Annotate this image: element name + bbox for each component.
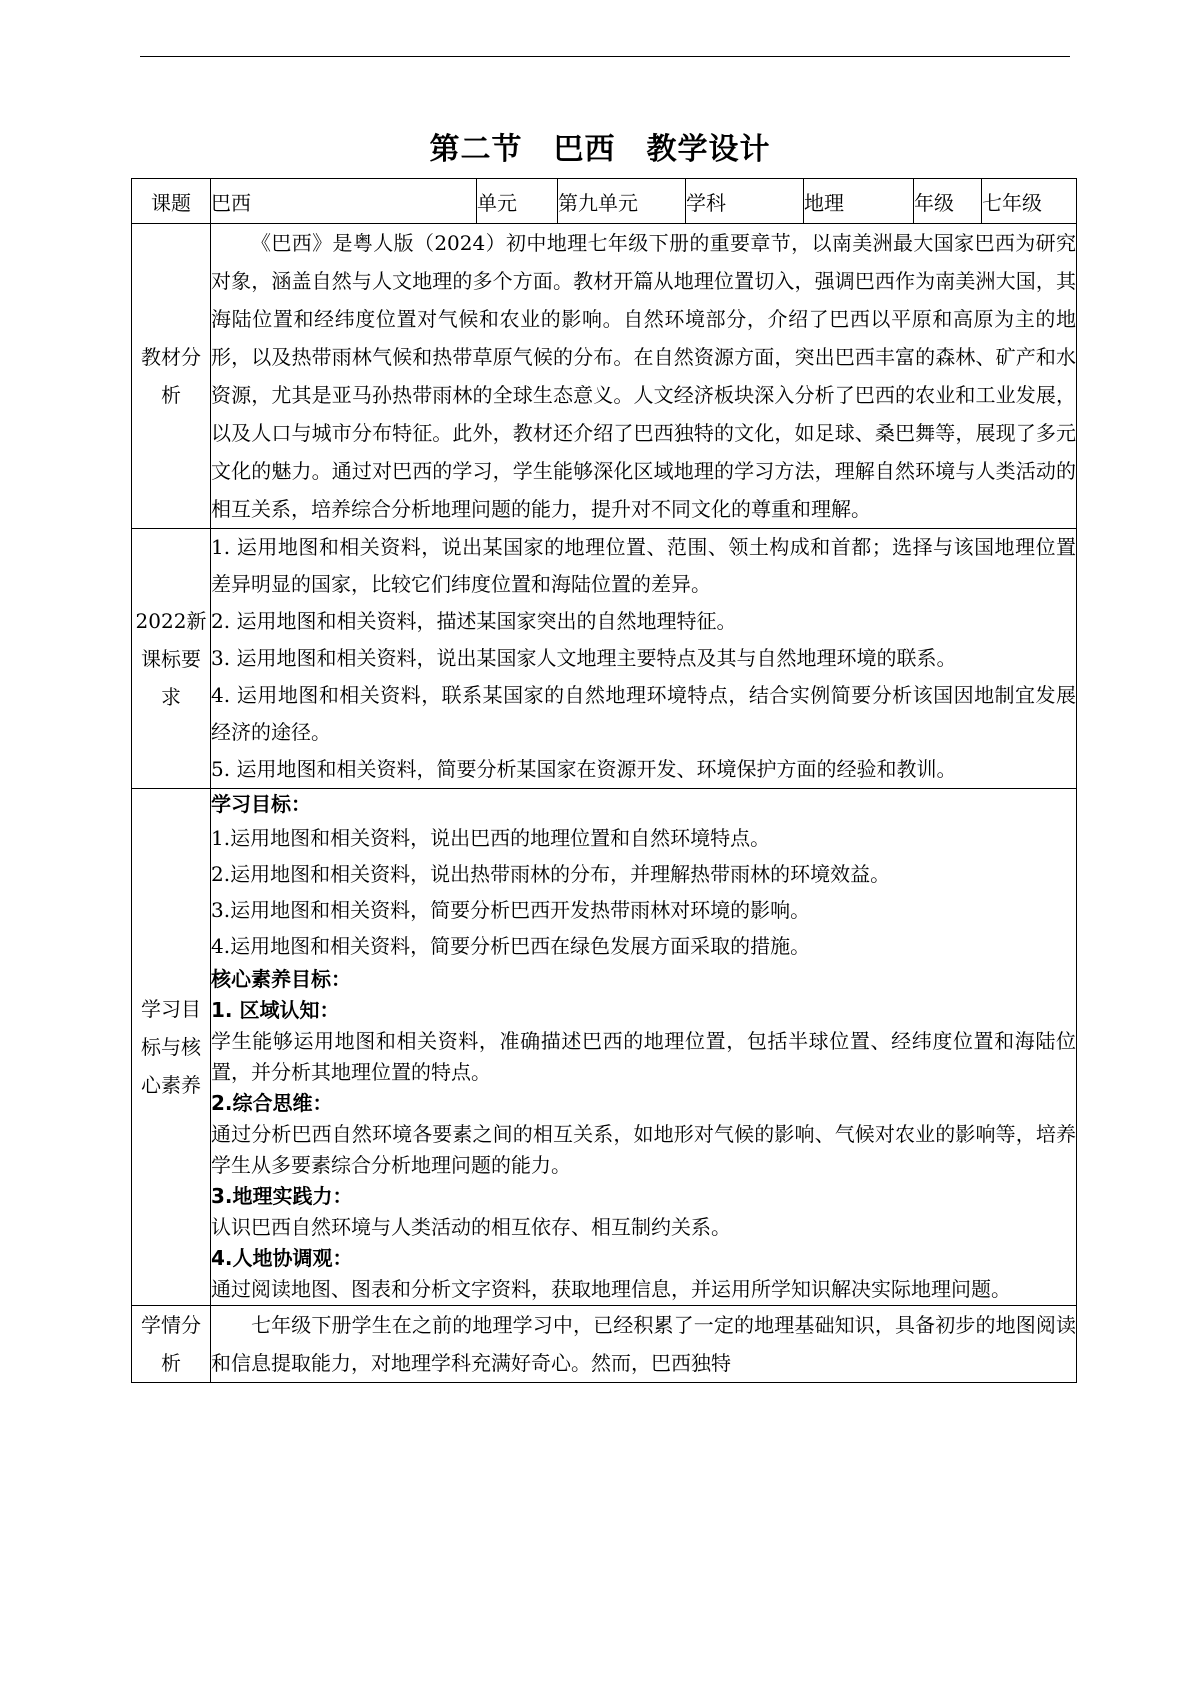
learning-goal-item: 2.运用地图和相关资料，说出热带雨林的分布，并理解热带雨林的环境效益。 — [211, 862, 891, 886]
situation-text: 七年级下册学生在之前的地理学习中，已经积累了一定的地理基础知识，具备初步的地图阅读和信息提取能力，对地理学科充满好奇心。然而，巴西独特 — [211, 1313, 1076, 1375]
situation-content — [211, 1306, 1077, 1383]
textbook-analysis-text: 《巴西》是粤人版（2024）初中地理七年级下册的重要章节，以南美洲最大国家巴西为研究对象，涵盖自然与人文地理的多个方面。教材开篇从地理位置切入，强调巴西作为南美洲大国，其海陆位置和经纬度位置对气候和农业的影响。自然环境部分，介绍了巴西以平原和高原为主的地形，以及热带雨林气候和热带草原气候的分布。在自然资源方面，突出巴西丰富的森林、矿产和水资源，尤其是亚马孙热带雨林的全球生态意义。人文经济板块深入分析了巴西的农业和工业发展，以及人口与城市分布特征。此外，教材还介绍了巴西独特的文化，如足球、桑巴舞等，展现了多元文化的魅力。通过对巴西的学习，学生能够深化区域地理的学习方法，理解自然环境与人类活动的相互关系，培养综合分析地理问题的能力，提升对不同文化的尊重和理解。 — [211, 231, 1076, 521]
goals-content — [211, 789, 1077, 1306]
core-goals-heading: 核心素养目标： — [211, 967, 351, 991]
core-item-heading: 1. 区域认知： — [211, 998, 340, 1022]
standard-item: 3. 运用地图和相关资料，说出某国家人文地理主要特点及其与自然地理环境的联系。 — [211, 646, 957, 670]
core-item-text: 认识巴西自然环境与人类活动的相互依存、相互制约关系。 — [211, 1215, 731, 1239]
standard-item: 4. 运用地图和相关资料，联系某国家的自然地理环境特点，结合实例简要分析该国因地制宜发展经济的途径。 — [211, 683, 1076, 744]
topic-value: 巴西 — [211, 179, 477, 224]
goals-label: 学习目标与核心素养 — [132, 789, 211, 1306]
goals-row — [132, 789, 1077, 1306]
core-item-heading: 3.地理实践力： — [211, 1184, 353, 1208]
unit-label: 单元 — [477, 179, 558, 224]
standard-item: 2. 运用地图和相关资料，描述某国家突出的自然地理特征。 — [211, 609, 737, 633]
core-item-heading: 2.综合思维： — [211, 1091, 333, 1115]
subject-label: 学科 — [686, 179, 804, 224]
grade-value: 七年级 — [982, 179, 1077, 224]
standards-label: 2022新课标要求 — [132, 529, 211, 789]
header-rule — [140, 56, 1070, 57]
standards-row — [132, 529, 1077, 789]
textbook-analysis-label: 教材分析 — [132, 224, 211, 529]
header-row — [132, 179, 1077, 224]
learning-goal-item: 4.运用地图和相关资料，简要分析巴西在绿色发展方面采取的措施。 — [211, 934, 811, 958]
standards-content — [211, 529, 1077, 789]
core-item-text: 学生能够运用地图和相关资料，准确描述巴西的地理位置，包括半球位置、经纬度位置和海陆位置，并分析其地理位置的特点。 — [211, 1029, 1076, 1084]
learning-goal-item: 3.运用地图和相关资料，简要分析巴西开发热带雨林对环境的影响。 — [211, 898, 811, 922]
standard-item: 5. 运用地图和相关资料，简要分析某国家在资源开发、环境保护方面的经验和教训。 — [211, 757, 957, 781]
textbook-analysis-content — [211, 224, 1077, 529]
learning-goals-heading: 学习目标： — [211, 792, 311, 816]
textbook-analysis-row — [132, 224, 1077, 529]
situation-row — [132, 1306, 1077, 1383]
standard-item: 1. 运用地图和相关资料，说出某国家的地理位置、范围、领土构成和首都；选择与该国地理位置差异明显的国家，比较它们纬度位置和海陆位置的差异。 — [211, 535, 1076, 596]
core-item-heading: 4.人地协调观： — [211, 1246, 353, 1270]
situation-label: 学情分析 — [132, 1306, 211, 1383]
core-item-text: 通过分析巴西自然环境各要素之间的相互关系，如地形对气候的影响、气候对农业的影响等，培养学生从多要素综合分析地理问题的能力。 — [211, 1122, 1076, 1177]
core-item-text: 通过阅读地图、图表和分析文字资料，获取地理信息，并运用所学知识解决实际地理问题。 — [211, 1277, 1011, 1301]
grade-label: 年级 — [914, 179, 982, 224]
unit-value: 第九单元 — [558, 179, 686, 224]
lesson-plan-table — [131, 178, 1077, 1383]
subject-value: 地理 — [804, 179, 914, 224]
document-title: 第二节 巴西 教学设计 — [429, 132, 771, 167]
topic-label: 课题 — [132, 179, 211, 224]
learning-goal-item: 1.运用地图和相关资料，说出巴西的地理位置和自然环境特点。 — [211, 826, 771, 850]
